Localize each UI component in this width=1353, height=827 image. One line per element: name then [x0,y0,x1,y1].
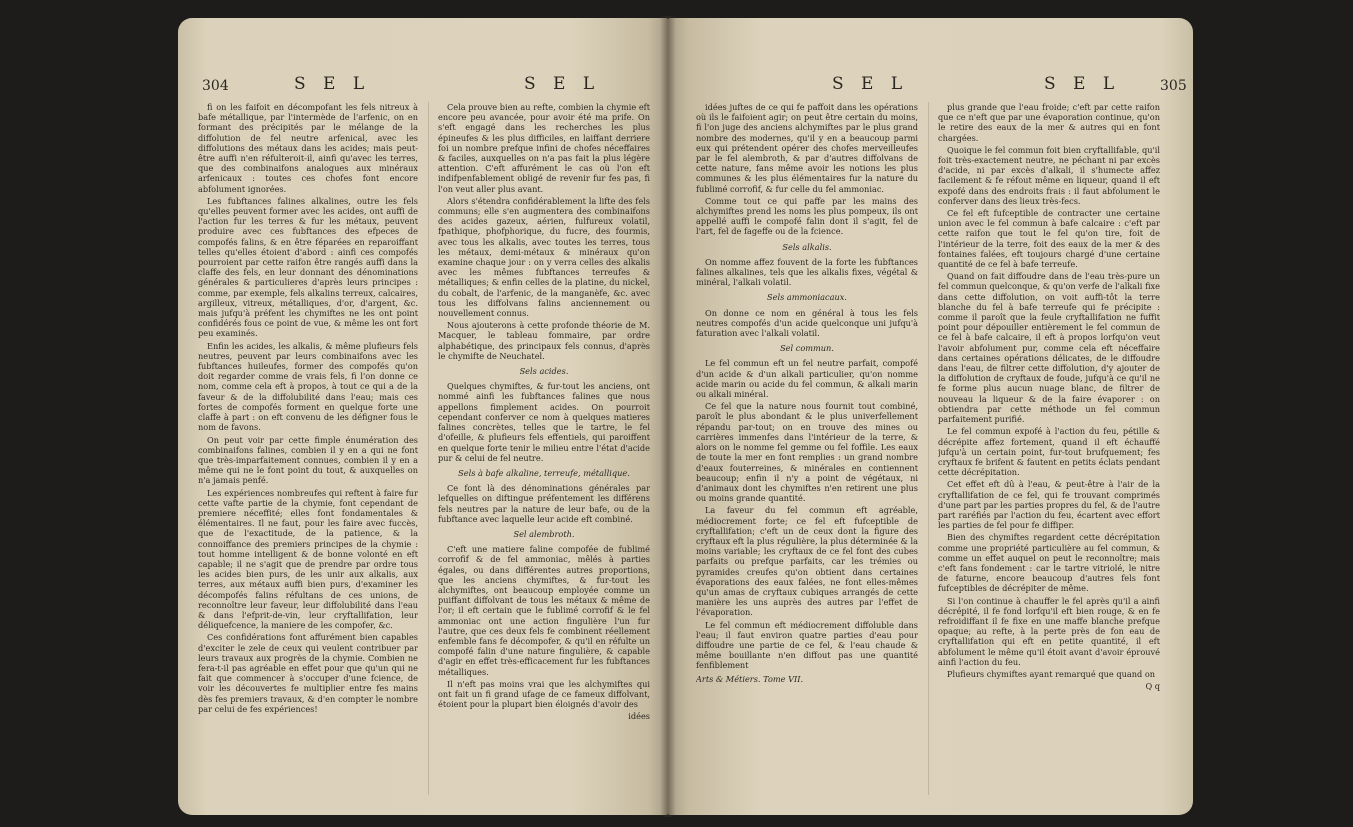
section-heading: Sels à bafe alkaline, terreufe, métallique. [458,467,630,478]
paragraph: plus grande que l'eau froide; c'eft par cette raifon que ce n'eft que par une évaporation continue, qu'on le retire des eaux de la mer & autres qui en font chargées. [938,102,1160,143]
running-title: S E L [832,74,909,94]
paragraph: Le fel commun expofé à l'action du feu, pétille & décrépite affez fortement, quand il eft échauffé jufqu'à un certain point, fur-tout brufquement; fes cryftaux fe brifent & fautent en petits éclats pendant cette décrépitation. [938,426,1160,478]
paragraph: Il n'eft pas moins vrai que les alchymiftes qui ont fait un fi grand ufage de ce fameux diffolvant, étoient pour la plupart bien éloignés d'avoir des [438,678,650,710]
page-number: 304 [202,78,229,94]
section-heading: Sels ammoniacaux. [767,292,847,303]
paragraph: Cela prouve bien au refte, combien la chymie eft encore peu avancée, pour avoir été ma prife. On s'eft engagé dans les recherches les plus épineufes & les plus difficiles, en laiffant derriere foi un nombre prefque infini de chofes néceffaires & faciles, auxquelles on n'a pas fait la plus légère attention. C'eft affurément le cas où l'on eft indifpenfablement obligé de revenir fur fes pas, fi l'on veut aller plus avant. [438,102,650,194]
signature-mark: Q q [1145,681,1160,692]
running-title: S E L [524,74,601,94]
section-heading: Sels alkalis. [782,241,832,252]
paragraph: On nomme affez fouvent de la forte les fubftances falines alkalines, tels que les alkalis fixes, végétal & minéral, l'alkali volatil. [696,256,918,288]
paragraph: La faveur du fel commun eft agréable, médiocrement forte; ce fel eft fufceptible de cryftallifation; c'eft un de ceux dont la figure des cryftaux eft la plus régulière, la plus déterminée & la moins variable; les cryftaux de ce fel font des cubes parfaits ou prefque parfaits, car les trémies ou pyramides creufes qu'on obtient dans certaines évaporations des eaux falées, ne font elles-mêmes qu'un amas de cryftaux cubiques arrangés de cette manière les uns auprès des autres par l'effet de l'évaporation. [696,505,918,618]
text-column-right-2 [938,102,1160,795]
left-text-columns [198,102,656,795]
paragraph: Enfin les acides, les alkalis, & même plufieurs fels neutres, peuvent par leurs combinaifons avec les fubftances huileufes, former des compofés qu'on doit regarder comme de vrais fels, fi l'on donne ce nom, comme cela eft à propos, à tout ce qui a de la faveur & de la diffolubilité dans l'eau; mais ces fortes de compofés forment en quelque forte une claffe à part : on eft convenu de les défigner fous le nom de favons. [198,340,418,433]
section-heading: Sels acides. [519,366,569,377]
paragraph: Ces confidérations font affurément bien capables d'exciter le zele de ceux qui veulent contribuer par leurs travaux aux progrès de la chymie. Combien ne fera-t-il pas agréable en effet pour que qu'un qui ne fait que commencer à s'occuper d'une fcience, de voir les découvertes fe multiplier entre fes mains dès fes premiers travaux, & d'en compter le nombre par celui de fes expériences! [198,632,418,714]
paragraph: Les expériences nombreufes qui reftent à faire fur cette vafte partie de la chymie, font cependant de premiere néceffité; elles font fondamentales & élémentaires. Il ne faut, pour les faire avec fuccès, que de l'exactitude, de la patience, & la connoiffance des premiers principes de la chymie : tout homme intelligent & de bonne volonté en eft capable; il ne s'agit que de prendre par ordre tous les acides bien purs, de les unir aux alkalis, aux terres, aux métaux auffi bien purs, d'examiner les décompofés falins réfultans de ces unions, de reconnoître leur faveur, leur diffolubilité dans l'eau & dans l'efprit-de-vin, leur cryftallifation, leur déliquefcence, la maniere de les compofer, &c. [198,487,418,631]
paragraph: Ce font là des dénominations générales par lefquelles on diftingue préfentement les différens fels neutres par la nature de leur bafe, ou de la fubftance avec laquelle leur acide eft combiné. [438,483,650,524]
paragraph: Les fubftances falines alkalines, outre les fels qu'elles peuvent former avec les acides, ont auffi de l'action fur les terres & fur les métaux, peuvent produire avec ces fubftances des efpeces de compofés falins, & en être féparées en reparoiffant telles qu'elles étoient d'abord : ainfi ces compofés pourroient par cette raifon être rangés auffi dans la claffe des fels, en leur donnant des dénominations générales & particulieres d'après leurs principes : comme, par exemple, fels alkalins terreux, calcaires, argilleux, vitreux, métalliques, d'or, d'argent, &c. mais jufqu'à préfent les chymiftes ne les ont point confidérés fous ce point de vue, & même les ont fort peu examinés. [198,195,418,339]
paragraph: On donne ce nom en général à tous les fels neutres compofés d'un acide quelconque uni jufqu'à faturation avec l'alkali volatil. [696,307,918,339]
paragraph: On peut voir par cette fimple énumération des combinaifons falines, combien il y en a qui ne font que très-imparfaitement connues, combien il y en a même qui ne le font point du tout, & auxquelles on n'a jamais penfé. [198,434,418,486]
paragraph: Quand on fait diffoudre dans de l'eau très-pure un fel commun quelconque, & qu'on verfe de l'alkali fixe dans cette diffolution, on voit auffi-tôt la terre blanche du fel à bafe terreufe qui fe précipite : comme il paroît que la feule cryftallifation ne fuffit point pour dépouiller entièrement le fel commun de ce fel à bafe calcaire, il eft à propos lorfqu'on veut l'avoir abfolument pur, comme cela eft néceffaire dans certaines opérations délicates, de le diffoudre dans l'eau, de filtrer cette diffolution, d'y ajouter de la diffolution de cryftaux de foude, jufqu'à ce qu'il ne fe forme plus aucun nuage blanc, de filtrer de nouveau la liqueur & de la faire évaporer : on obtiendra par cette méthode un fel commun parfaitement purifié. [938,271,1160,425]
paragraph: Le fel commun eft médiocrement diffoluble dans l'eau; il faut environ quatre parties d'eau pour diffoudre une partie de ce fel, & l'eau chaude & même bouillante n'en diffout pas une quantité fenfiblement [696,619,918,671]
paragraph: Le fel commun eft un fel neutre parfait, compofé d'un acide & d'un alkali particulier, qu'on nomme acide marin ou acide du fel commun, & alkali marin ou alkali minéral. [696,358,918,400]
paragraph: Ce fel eft fufceptible de contracter une certaine union avec le fel commun à bafe calcaire : c'eft par cette raifon que tout le fel qu'on tire, foit de l'intérieur de la terre, foit des eaux de la mer & des fontaines falées, eft toujours chargé d'une certaine quantité de ce fel à bafe terreufe. [938,208,1160,270]
book-gutter [660,16,676,817]
running-title: S E L [1044,74,1121,94]
right-text-columns [696,102,1181,795]
paragraph: Quoique le fel commun foit bien cryftallifable, qu'il foit très-exactement neutre, ne péchant ni par excès d'acide, ni par excès d'alkali, il s'humecte affez facilement & fe réfout même en liqueur, quand il eft expofé dans des endroits frais : il faut abfolument le conferver dans des lieux très-fecs. [938,144,1160,206]
paragraph: C'eft une matiere faline compofée de fublimé corrofif & de fel ammoniac, mêlés à parties égales, ou dans différentes autres proportions, que les anciens chymiftes, & fur-tout les alchymiftes, ont beaucoup employée comme un puiffant diffolvant de tous les métaux & même de l'or; il eft certain que le fublimé corrofif & le fel ammoniac ont une action fingulière l'un fur l'autre, que ces deux fels fe combinent réellement enfemble fans fe décompofer, & qu'il en réfulte un compofé falin d'une nature fingulière, & capable d'agir en effet très-efficacement fur les fubftances métalliques. [438,544,650,677]
paragraph: Quelques chymiftes, & fur-tout les anciens, ont nommé ainfi les fubftances falines que nous appellons fimplement acides. On pourroit cependant conferver ce nom à quelques matieres falines concrètes, telles que le tartre, le fel d'ofeille, & plufieurs fels effentiels, qui paroiffent en quelque forte tenir le milieu entre l'état d'acide pur & celui de fel neutre. [438,381,650,463]
page-number: 305 [1160,78,1187,94]
paragraph: Plufieurs chymiftes ayant remarqué que quand on [947,668,1156,679]
text-column-left-1 [198,102,418,795]
text-column-left-2 [438,102,650,795]
paragraph: Nous ajouterons à cette profonde théorie de M. Macquer, le tableau fommaire, par ordre alphabétique, des principaux fels connus, d'après le chymifte de Neuchatel. [438,320,650,361]
right-running-head [684,74,1187,100]
paragraph: idées juftes de ce qui fe paffoit dans les opérations où ils le faifoient agir; on peut être certain du moins, fi l'on juge des anciens alchymiftes par le plus grand nombre des modernes, qu'il y en a beaucoup parmi eux qui prétendent opérer des chofes merveilleufes par le fel alembroth, & par d'autres diffolvans de cette nature, fans même avoir les notions les plus communes & les plus élémentaires fur la nature du fublimé corrofif, & fur celle du fel ammoniac. [696,102,918,194]
running-title: S E L [294,74,371,94]
paragraph: Alors s'étendra confidérablement la lifte des fels communs; elle s'en augmentera des combinaifons des acides gazeux, aérien, fulfureux volatil, fpathique, phofphorique, du fucre, des fourmis, avec tous les alkalis, avec toutes les terres, tous les métaux, demi-métaux & minéraux qu'on examine chaque jour : on y verra celles des alkalis avec les mêmes fubftances terreufes & métalliques; & enfin celles de la platine, du nickel, du cobalt, de l'arfenic, de la manganèfe, &c. avec tous les diffolvans falins anciennement ou nouvellement connus. [438,195,650,319]
paragraph: Bien des chymiftes regardent cette décrépitation comme une propriété particulière au fel commun, & comme un effet auquel on peut le reconnoître; mais c'eft fans fondement : car le tartre vitriolé, le nitre de faturne, encore beaucoup d'autres fels font fufceptibles de décrépiter de même. [938,532,1160,594]
paragraph: Si l'on continue à chauffer le fel après qu'il a ainfi décrépité, il fe fond lorfqu'il eft bien rouge, & en fe refroidiffant il fe fixe en une maffe blanche prefque opaque; au refte, à la perte près de fon eau de cryftallifation qui eft en petite quantité, il eft abfolument le même qu'il étoit avant d'avoir éprouvé ainfi l'action du feu. [938,595,1160,667]
paragraph: Ce fel que la nature nous fournit tout combiné, paroît le plus abondant & le plus univerfellement répandu par-tout; on en trouve des mines ou carrières immenfes dans l'intérieur de la terre, & alors on le nomme fel gemme ou fel foffile. Les eaux de toute la mer en font remplies : un grand nombre d'eaux fouterreines, & minérales en contiennent beaucoup; enfin il n'y a point de végétaux, ni d'animaux dont les chymiftes n'en retirent une plus ou moins grande quantité. [696,401,918,504]
section-heading: Sel alembroth. [513,528,575,539]
paragraph: fi on les faifoit en décompofant les fels nitreux à bafe métallique, par l'intermède de l'arfenic, on en formant des précipités par le mélange de la diffolution de fel neutre arfenical, avec les diffolutions des métaux dans les acides; mais peut-être auffi n'en réfulteroit-il, ainfi qu'avec les terres, que des combinaifons analogues aux minéraux arfenicaux : toutes ces chofes font encore abfolument ignorées. [198,102,418,194]
text-column-right-1 [696,102,918,795]
footer-note: Arts & Métiers. Tome VII. [696,673,804,684]
paragraph: Cet effet eft dû à l'eau, & peut-être à l'air de la cryftallifation de ce fel, qui fe trouvant comprimés d'une part par les parties propres du fel, & de l'autre part raréfiés par l'action du feu, écartent avec effort les parties de fel pour fe diffiper. [938,479,1160,531]
left-page [178,18,668,815]
section-heading: Sel commun. [780,343,834,354]
right-page [668,18,1193,815]
paragraph: Comme tout ce qui paffe par les mains des alchymiftes prend les noms les plus pompeux, ils ont appellé auffi le compofé falin dont il s'agit, fel de l'art, fel de fageffe ou de la fcience. [696,195,918,237]
left-running-head [194,74,656,100]
catchword: idées [628,711,650,722]
